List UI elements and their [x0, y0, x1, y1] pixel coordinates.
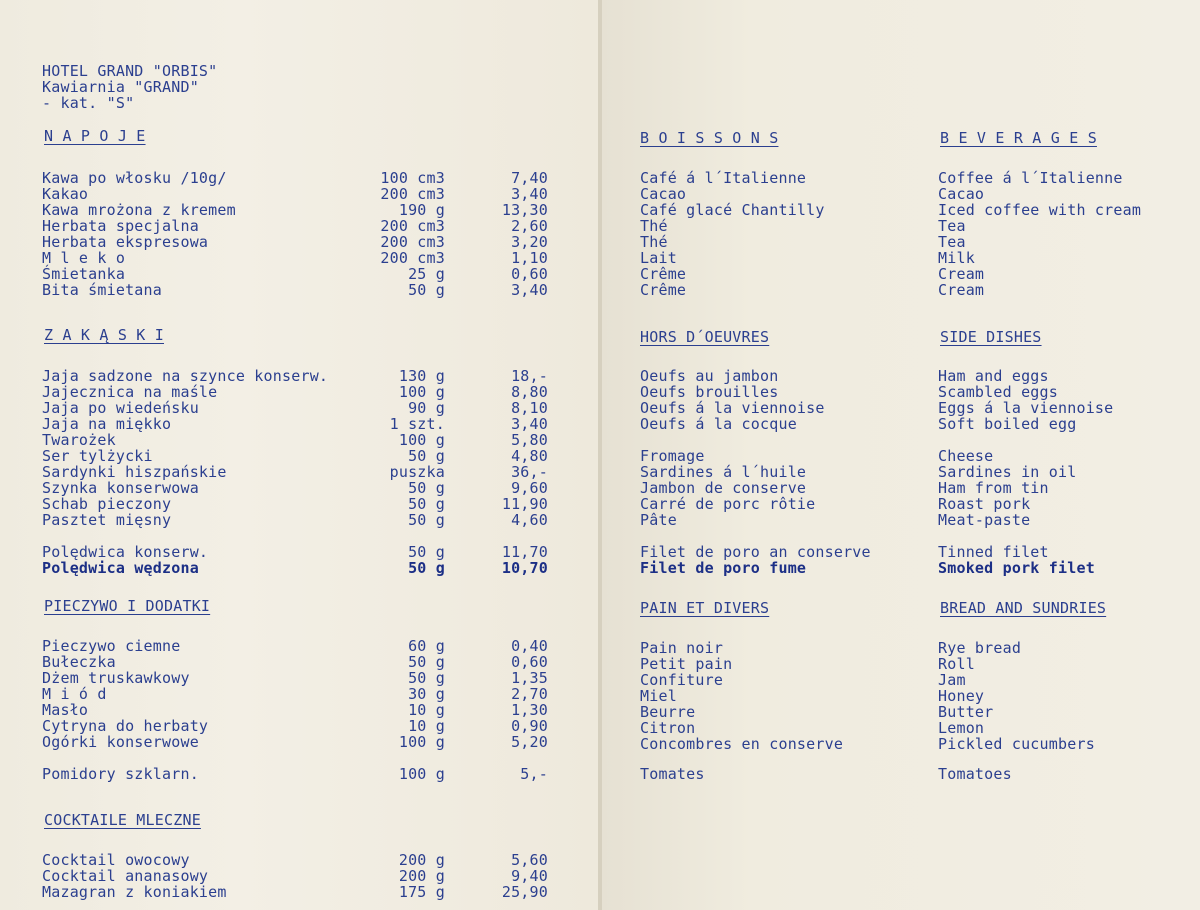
menu-item-name: Polędwica wędzona: [42, 559, 199, 577]
menu-item-french: Oeufs á la viennoise: [640, 399, 825, 417]
menu-item-quantity: 50 g: [408, 543, 445, 561]
menu-item-price: 8,80: [511, 383, 548, 401]
menu-item-price: 2,70: [511, 685, 548, 703]
menu-item-quantity: 190 g: [398, 201, 445, 219]
menu-item-price: 5,60: [511, 851, 548, 869]
section-title: COCKTAILE MLECZNE: [44, 811, 201, 829]
menu-item-price: 8,10: [511, 399, 548, 417]
menu-item-english: Soft boiled egg: [938, 415, 1077, 433]
menu-item-quantity: 100 g: [398, 733, 445, 751]
menu-item-price: 5,-: [520, 765, 548, 783]
menu-item-name: Jaja na miękko: [42, 415, 172, 433]
menu-item-quantity: 130 g: [398, 367, 445, 385]
menu-item-name: Polędwica konserw.: [42, 543, 209, 561]
menu-item-french: Fromage: [640, 447, 705, 465]
menu-item-french: Lait: [640, 249, 677, 267]
menu-item-price: 1,35: [511, 669, 548, 687]
menu-item-english: Rye bread: [938, 639, 1022, 657]
header-line: HOTEL GRAND "ORBIS": [42, 62, 218, 80]
menu-item-english: Roll: [938, 655, 975, 673]
menu-item-french: Tomates: [640, 765, 705, 783]
menu-item-quantity: 90 g: [408, 399, 445, 417]
menu-item-quantity: 30 g: [408, 685, 445, 703]
header-line: Kawiarnia "GRAND": [42, 78, 199, 96]
menu-item-price: 3,40: [511, 415, 548, 433]
menu-item-french: Sardines á l´huile: [640, 463, 807, 481]
menu-item-name: Kakao: [42, 185, 89, 203]
menu-item-quantity: puszka: [389, 463, 445, 481]
menu-item-price: 5,80: [511, 431, 548, 449]
menu-item-price: 9,40: [511, 867, 548, 885]
menu-item-name: Bita śmietana: [42, 281, 162, 299]
menu-item-price: 18,-: [511, 367, 548, 385]
menu-item-name: Kawa po włosku /10g/: [42, 169, 227, 187]
menu-item-french: Thé: [640, 217, 668, 235]
menu-item-english: Tea: [938, 217, 966, 235]
menu-item-name: Cocktail owocowy: [42, 851, 190, 869]
menu-item-quantity: 10 g: [408, 701, 445, 719]
menu-item-name: Sardynki hiszpańskie: [42, 463, 227, 481]
menu-item-english: Coffee á l´Italienne: [938, 169, 1123, 187]
menu-item-english: Sardines in oil: [938, 463, 1077, 481]
menu-item-french: Citron: [640, 719, 696, 737]
menu-item-price: 11,90: [501, 495, 548, 513]
section-title-fr: B O I S S O N S: [640, 129, 779, 147]
menu-item-name: Śmietanka: [42, 265, 126, 283]
menu-item-quantity: 100 g: [398, 765, 445, 783]
menu-item-english: Cream: [938, 265, 985, 283]
menu-item-name: M l e k o: [42, 249, 126, 267]
menu-item-name: Pomidory szklarn.: [42, 765, 199, 783]
menu-item-english: Roast pork: [938, 495, 1031, 513]
menu-item-french: Café á l´Italienne: [640, 169, 807, 187]
menu-item-french: Miel: [640, 687, 677, 705]
menu-item-price: 0,90: [511, 717, 548, 735]
section-title-fr: PAIN ET DIVERS: [640, 599, 770, 617]
menu-item-quantity: 50 g: [408, 479, 445, 497]
menu-item-quantity: 50 g: [408, 559, 445, 577]
menu-item-quantity: 1 szt.: [389, 415, 445, 433]
menu-item-name: Ser tylżycki: [42, 447, 153, 465]
menu-item-quantity: 200 g: [398, 867, 445, 885]
menu-item-english: Milk: [938, 249, 975, 267]
menu-item-quantity: 50 g: [408, 447, 445, 465]
menu-item-price: 0,40: [511, 637, 548, 655]
menu-item-english: Iced coffee with cream: [938, 201, 1142, 219]
section-title: PIECZYWO I DODATKI: [44, 597, 211, 615]
section-title-en: BREAD AND SUNDRIES: [940, 599, 1107, 617]
menu-item-english: Jam: [938, 671, 966, 689]
menu-item-quantity: 60 g: [408, 637, 445, 655]
menu-item-quantity: 175 g: [398, 883, 445, 901]
menu-item-french: Pain noir: [640, 639, 724, 657]
menu-item-quantity: 200 g: [398, 851, 445, 869]
menu-item-quantity: 50 g: [408, 653, 445, 671]
section-title: N A P O J E: [44, 127, 146, 145]
menu-item-quantity: 200 cm3: [380, 185, 445, 203]
menu-item-price: 2,60: [511, 217, 548, 235]
menu-item-french: Pâte: [640, 511, 677, 529]
menu-item-english: Lemon: [938, 719, 985, 737]
menu-item-quantity: 100 g: [398, 383, 445, 401]
menu-item-french: Crême: [640, 281, 687, 299]
menu-item-name: Herbata specjalna: [42, 217, 199, 235]
section-title: Z A K Ą S K I: [44, 326, 164, 344]
menu-item-english: Pickled cucumbers: [938, 735, 1095, 753]
menu-item-french: Beurre: [640, 703, 696, 721]
menu-item-name: M i ó d: [42, 685, 107, 703]
menu-item-french: Filet de poro an conserve: [640, 543, 871, 561]
menu-item-quantity: 200 cm3: [380, 249, 445, 267]
menu-item-price: 0,60: [511, 653, 548, 671]
menu-item-quantity: 200 cm3: [380, 217, 445, 235]
menu-item-quantity: 100 g: [398, 431, 445, 449]
menu-item-price: 10,70: [501, 559, 548, 577]
menu-item-french: Thé: [640, 233, 668, 251]
menu-item-price: 4,60: [511, 511, 548, 529]
menu-item-name: Herbata ekspresowa: [42, 233, 209, 251]
menu-item-french: Concombres en conserve: [640, 735, 844, 753]
menu-item-quantity: 50 g: [408, 669, 445, 687]
menu-item-french: Petit pain: [640, 655, 733, 673]
menu-item-name: Mazagran z koniakiem: [42, 883, 227, 901]
menu-item-price: 25,90: [501, 883, 548, 901]
menu-item-english: Eggs á la viennoise: [938, 399, 1114, 417]
menu-item-english: Honey: [938, 687, 985, 705]
menu-item-french: Oeufs á la cocque: [640, 415, 797, 433]
menu-item-price: 5,20: [511, 733, 548, 751]
menu-item-price: 3,40: [511, 281, 548, 299]
menu-item-english: Ham from tin: [938, 479, 1049, 497]
menu-item-price: 3,20: [511, 233, 548, 251]
menu-item-name: Jajecznica na maśle: [42, 383, 218, 401]
header-line: - kat. "S": [42, 94, 135, 112]
menu-item-english: Cheese: [938, 447, 994, 465]
menu-item-price: 13,30: [501, 201, 548, 219]
menu-item-english: Tinned filet: [938, 543, 1049, 561]
menu-item-name: Szynka konserwowa: [42, 479, 199, 497]
menu-item-french: Crême: [640, 265, 687, 283]
menu-item-price: 1,10: [511, 249, 548, 267]
menu-item-price: 4,80: [511, 447, 548, 465]
menu-item-english: Cream: [938, 281, 985, 299]
menu-item-name: Twarożek: [42, 431, 116, 449]
menu-item-quantity: 25 g: [408, 265, 445, 283]
menu-item-quantity: 200 cm3: [380, 233, 445, 251]
menu-item-english: Cacao: [938, 185, 985, 203]
menu-item-english: Smoked pork filet: [938, 559, 1095, 577]
menu-item-french: Jambon de conserve: [640, 479, 807, 497]
menu-item-quantity: 100 cm3: [380, 169, 445, 187]
menu-item-name: Masło: [42, 701, 89, 719]
menu-item-name: Cocktail ananasowy: [42, 867, 209, 885]
menu-item-english: Ham and eggs: [938, 367, 1049, 385]
menu-item-name: Kawa mrożona z kremem: [42, 201, 236, 219]
menu-item-english: Tomatoes: [938, 765, 1012, 783]
menu-item-name: Dżem truskawkowy: [42, 669, 190, 687]
menu-item-quantity: 50 g: [408, 495, 445, 513]
menu-item-price: 9,60: [511, 479, 548, 497]
menu-item-french: Filet de poro fume: [640, 559, 807, 577]
menu-item-name: Pieczywo ciemne: [42, 637, 181, 655]
menu-item-english: Tea: [938, 233, 966, 251]
menu-item-name: Jaja po wiedeńsku: [42, 399, 199, 417]
menu-item-quantity: 50 g: [408, 511, 445, 529]
section-title-en: B E V E R A G E S: [940, 129, 1097, 147]
menu-item-name: Pasztet mięsny: [42, 511, 172, 529]
menu-item-price: 1,30: [511, 701, 548, 719]
menu-item-english: Meat-paste: [938, 511, 1031, 529]
menu-item-name: Schab pieczony: [42, 495, 172, 513]
menu-item-price: 7,40: [511, 169, 548, 187]
menu-item-quantity: 50 g: [408, 281, 445, 299]
menu-item-name: Cytryna do herbaty: [42, 717, 209, 735]
menu-item-french: Carré de porc rôtie: [640, 495, 816, 513]
menu-item-english: Butter: [938, 703, 994, 721]
menu-item-price: 36,-: [511, 463, 548, 481]
menu-item-french: Oeufs brouilles: [640, 383, 779, 401]
menu-item-name: Bułeczka: [42, 653, 116, 671]
section-title-en: SIDE DISHES: [940, 328, 1042, 346]
menu-item-name: Ogórki konserwowe: [42, 733, 199, 751]
menu-item-name: Jaja sadzone na szynce konserw.: [42, 367, 329, 385]
menu-item-french: Cacao: [640, 185, 687, 203]
menu-item-french: Oeufs au jambon: [640, 367, 779, 385]
menu-item-french: Café glacé Chantilly: [640, 201, 825, 219]
section-title-fr: HORS D´OEUVRES: [640, 328, 770, 346]
menu-item-english: Scambled eggs: [938, 383, 1058, 401]
menu-item-price: 11,70: [501, 543, 548, 561]
menu-item-french: Confiture: [640, 671, 724, 689]
menu-item-quantity: 10 g: [408, 717, 445, 735]
menu-item-price: 3,40: [511, 185, 548, 203]
menu-item-price: 0,60: [511, 265, 548, 283]
